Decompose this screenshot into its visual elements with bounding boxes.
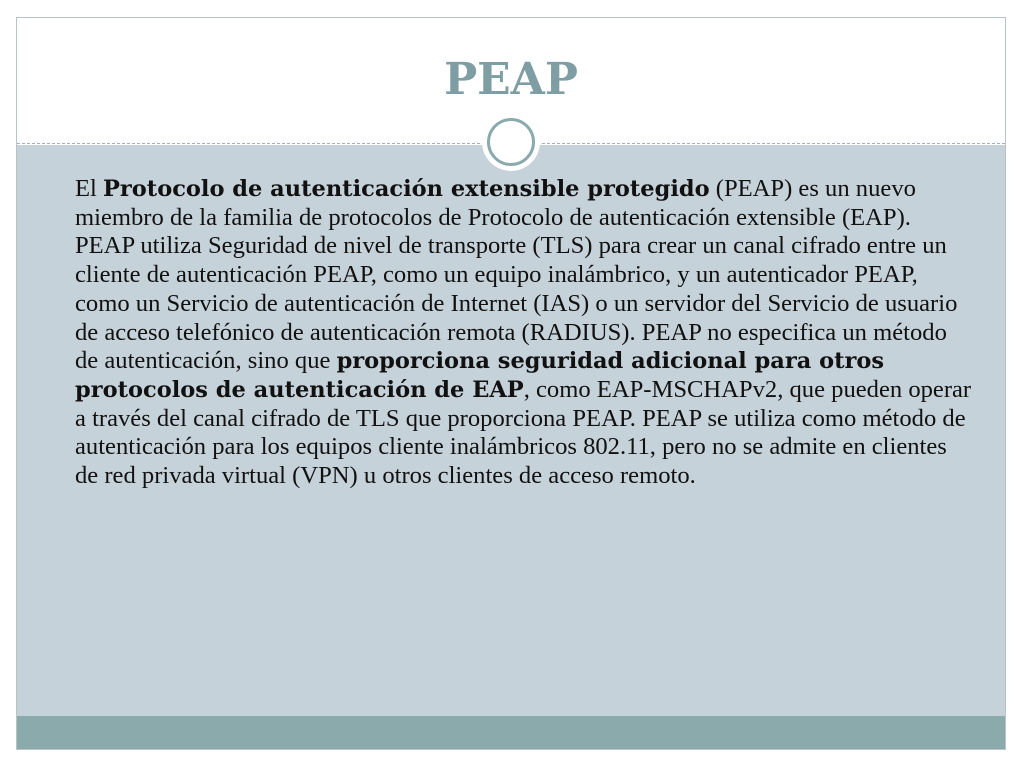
footer-bar <box>17 716 1005 750</box>
body-text-middle: (PEAP) es un nuevo miembro de la familia de protocolos de Protocolo de autenticación extensible (EAP). PEAP utiliza Seguridad de nivel de transporte (TLS) para crear un canal cifrado entre un cliente de autenticación PEAP, como un equipo inalámbrico, y un autenticador PEAP, como un Servicio de autenticación de Internet (IAS) o un servidor del Servicio de usuario de acceso telefónico de autenticación remota (RADIUS). PEAP no especifica un método de autenticación, sino que <box>75 175 958 375</box>
divider-ring-icon <box>487 118 535 166</box>
slide <box>16 17 1006 750</box>
body-text-end: , como EAP-MSCHAPv2, que pueden operar a través del canal cifrado de TLS que proporciona PEAP. PEAP se utiliza como método de autenticación para los equipos cliente inalámbricos 802.11, pero no se admite en clientes de red privada virtual (VPN) u otros clientes de acceso remoto. <box>75 375 972 490</box>
body-bold-term: Protocolo de autenticación extensible protegido <box>103 176 710 202</box>
slide-title: PEAP <box>444 54 578 105</box>
body-paragraph <box>75 175 975 491</box>
body-text-intro: El <box>75 175 104 202</box>
body-bold-emphasis: proporciona seguridad adicional para otros protocolos de autenticación de EAP <box>75 348 885 403</box>
